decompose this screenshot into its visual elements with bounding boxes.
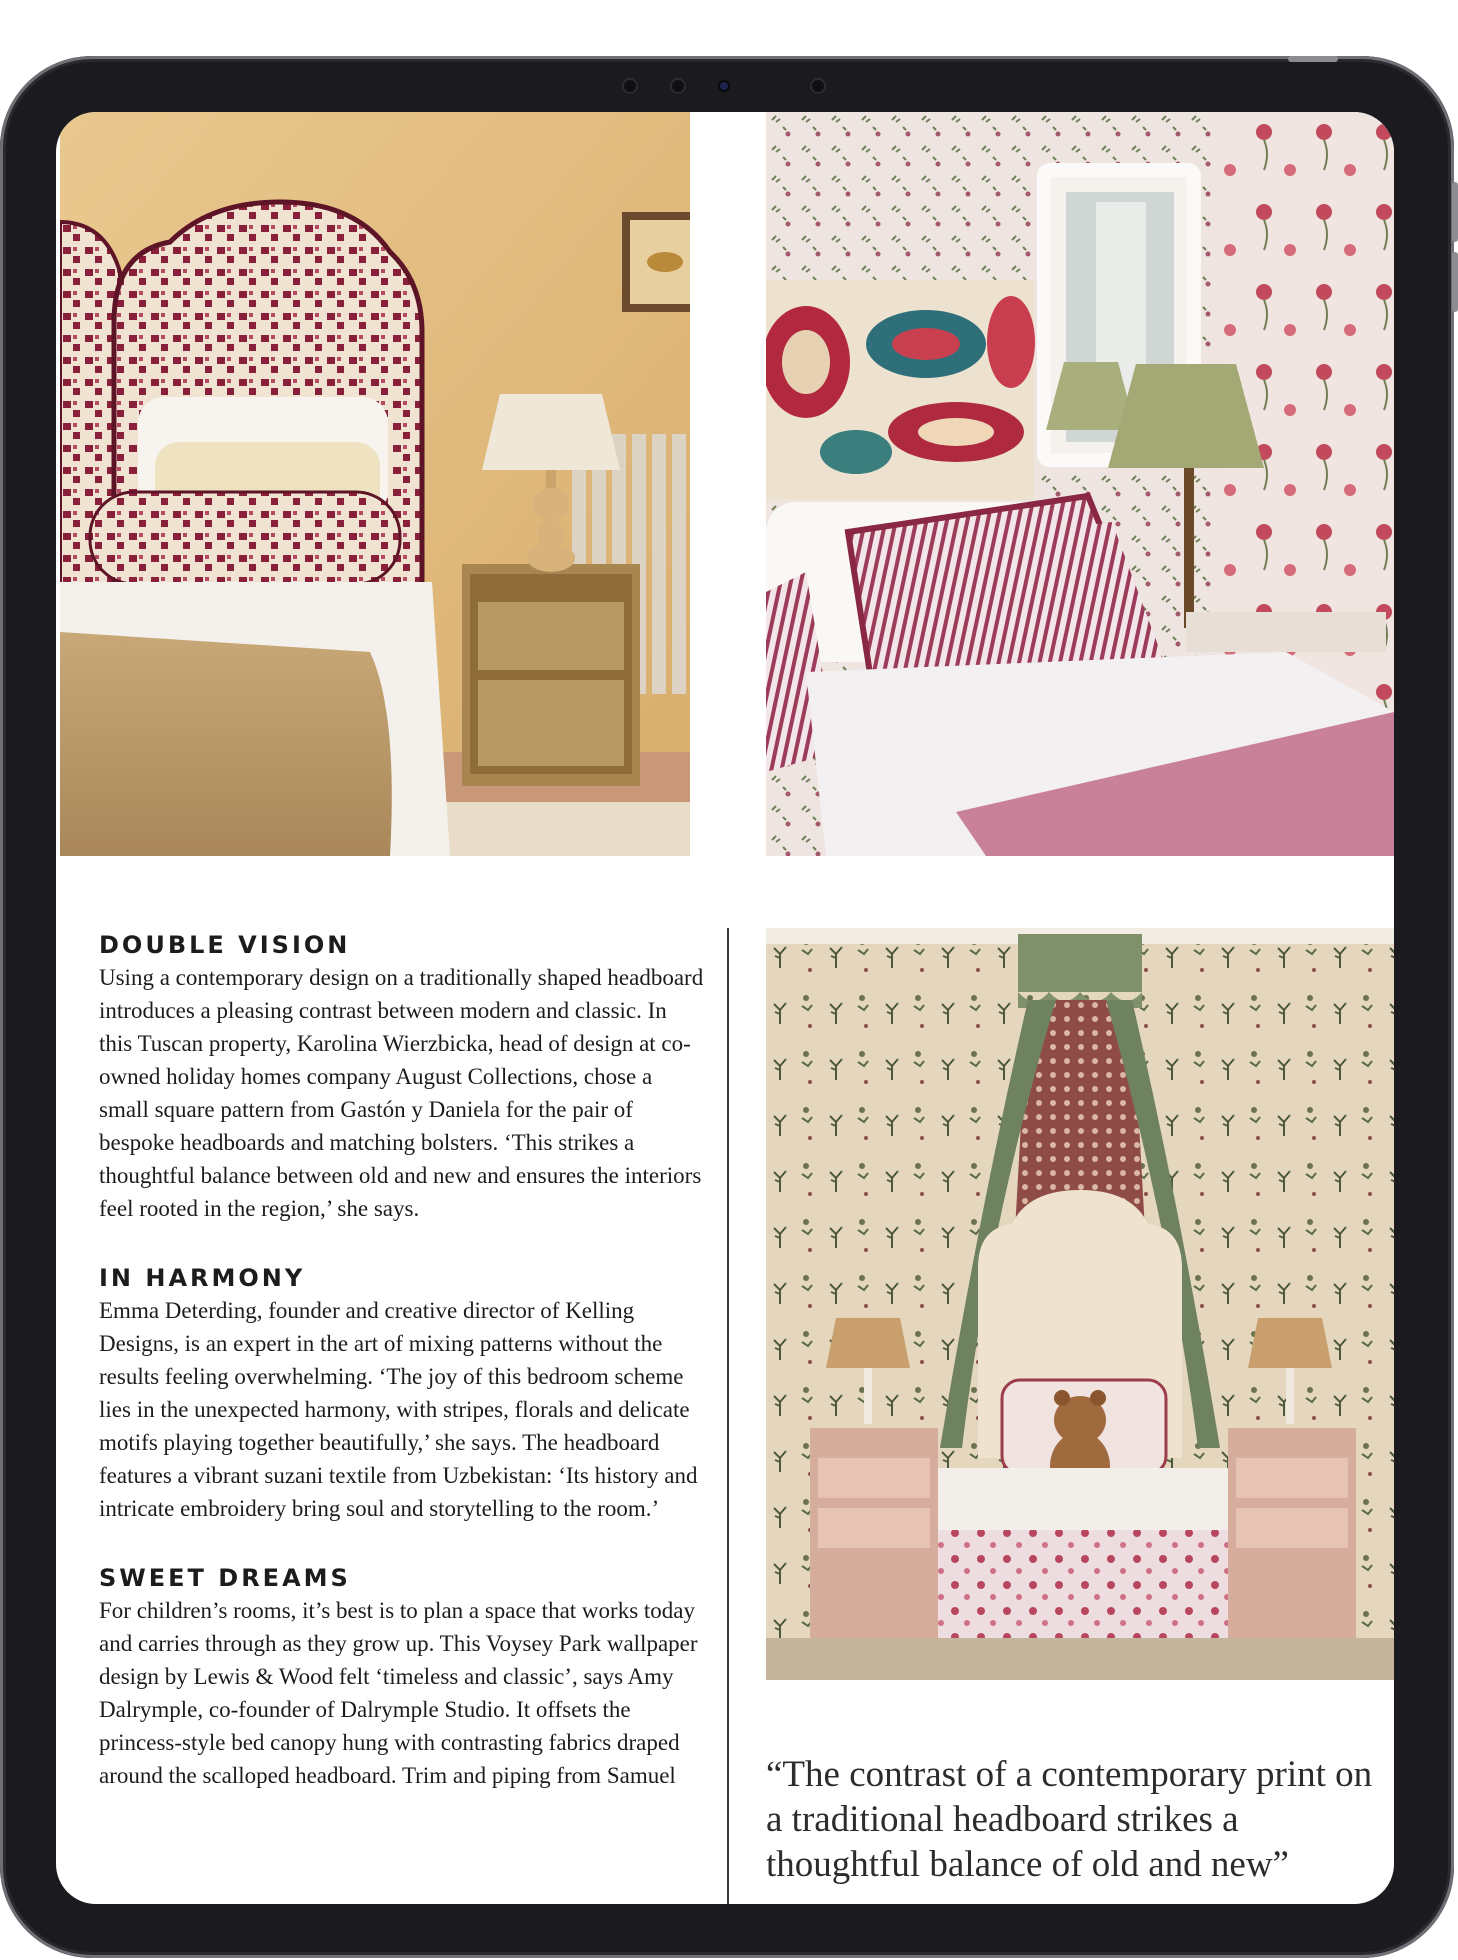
top-button [1288,56,1338,62]
section-heading: IN HARMONY [99,1264,306,1292]
bedroom-arched-headboard-photo [60,112,690,856]
section-in-harmony [99,1263,704,1525]
volume-up-button [1452,182,1458,242]
camera-icon [720,82,728,90]
bedroom-suzani-headboard-photo [766,112,1394,856]
column-divider [727,928,729,1904]
sensor-icon [810,78,826,94]
section-body: For children’s rooms, it’s best is to plan a space that works today and carries through as they grow up. This Voysey Park wallpaper design by Lewis & Wood felt ‘timeless and classic’, says Amy Dalrymple, co-founder of Dalrymple Studio. It offsets the princess-style bed canopy hung with contrasting fabrics draped around the scalloped headboard. Trim and piping from Samuel [99,1598,698,1788]
sensor-icon [622,78,638,94]
section-sweet-dreams [99,1563,704,1792]
pull-quote: “The contrast of a contemporary print on a traditional headboard strikes a thoughtful balance of old and new” [766,1754,1373,1885]
article-text [99,930,704,1830]
section-double-vision [99,930,704,1225]
sensor-icon [670,78,686,94]
childrens-bedroom-canopy-photo [766,928,1394,1680]
section-body: Emma Deterding, founder and creative director of Kelling Designs, is an expert in the art of mixing patterns without the results feeling overwhelming. ‘The joy of this bedroom scheme lies in the unexpected harmony, with stripes, florals and delicate motifs playing together beautifully,’ she says. The headboard features a vibrant suzani textile from Uzbekistan: ‘Its history and intricate embroidery bring soul and storytelling to the room.’ [99,1298,698,1521]
volume-down-button [1452,252,1458,312]
section-heading: SWEET DREAMS [99,1564,351,1592]
section-heading: DOUBLE VISION [99,931,351,959]
magazine-page [56,112,1394,1904]
section-body: Using a contemporary design on a traditionally shaped headboard introduces a pleasing contrast between modern and classic. In this Tuscan property, Karolina Wierzbicka, head of design at co-owned holiday homes company August Collections, chose a small square pattern from Gastón y Daniela for the pair of bespoke headboards and matching bolsters. ‘This strikes a thoughtful balance between old and new and ensures the interiors feel rooted in the region,’ she says. [99,965,704,1221]
